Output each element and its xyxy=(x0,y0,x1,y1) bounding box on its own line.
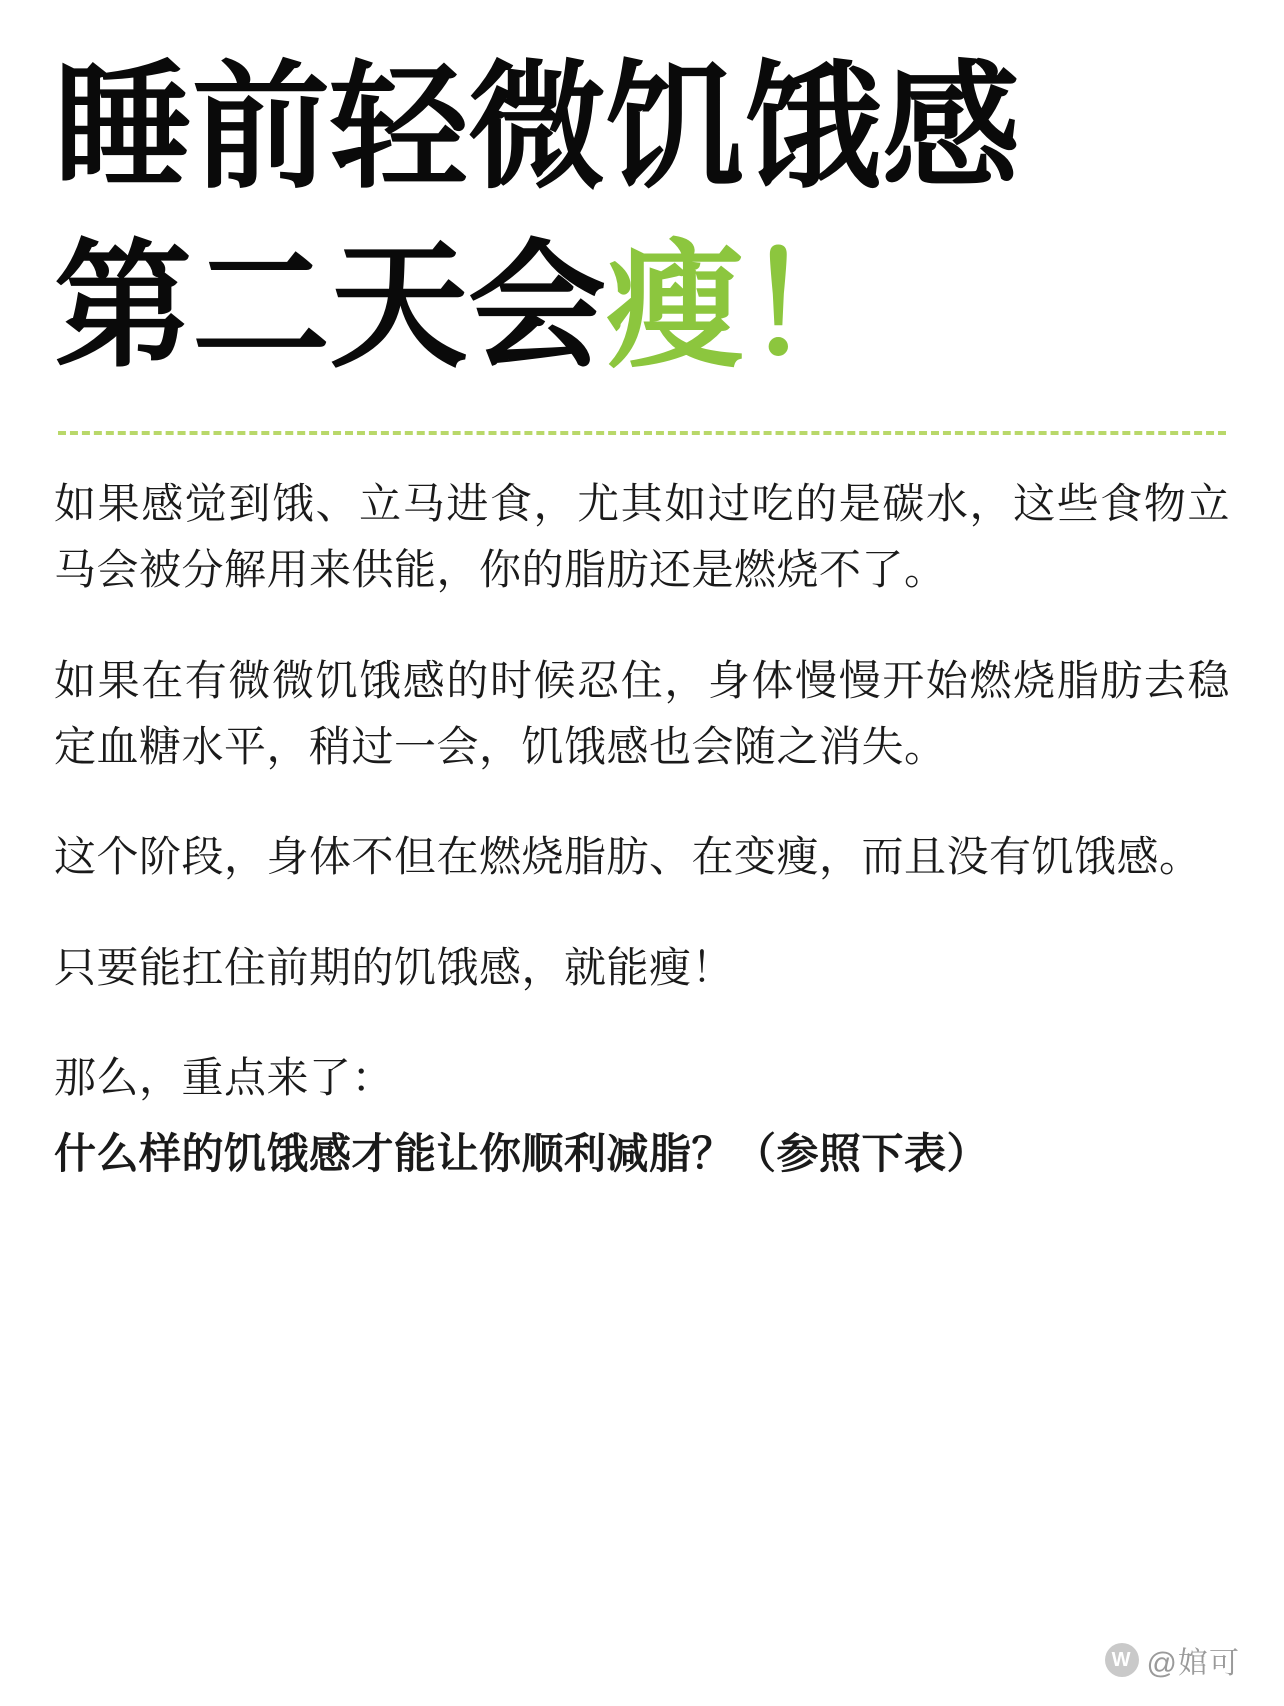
paragraph-3: 这个阶段，身体不但在燃烧脂肪、在变瘦，而且没有饥饿感。 xyxy=(54,833,1202,881)
paragraph-2: 如果在有微微饥饿感的时候忍住，身体慢慢开始燃烧脂肪去稳定血糖水平，稍过一会，饥饿感也会随之消失。 xyxy=(54,656,1230,770)
headline-line-2 xyxy=(54,217,1230,396)
watermark-text: @婠可 xyxy=(1146,1647,1240,1680)
paragraph-1: 如果感觉到饿、立马进食，尤其如过吃的是碳水，这些食物立马会被分解用来供能，你的脂肪还是燃烧不了。 xyxy=(54,479,1230,594)
page-title xyxy=(54,38,1230,397)
body-copy xyxy=(54,471,1230,1188)
headline-accent-text: 瘦！ xyxy=(606,226,883,388)
headline-line-2-prefix: 第二天会 xyxy=(54,226,607,388)
dashed-divider xyxy=(58,431,1226,435)
headline-line-1: 睡前轻微饥饿感 xyxy=(54,47,1021,208)
paragraph-4: 只要能扛住前期的饥饿感，就能瘦！ xyxy=(54,943,735,991)
closing-question: 什么样的饥饿感才能让你顺利减脂？（参照下表） xyxy=(54,1130,990,1178)
paragraph-5: 那么，重点来了： xyxy=(54,1053,395,1101)
weibo-icon: W xyxy=(1105,1643,1139,1677)
watermark xyxy=(1105,1638,1240,1682)
